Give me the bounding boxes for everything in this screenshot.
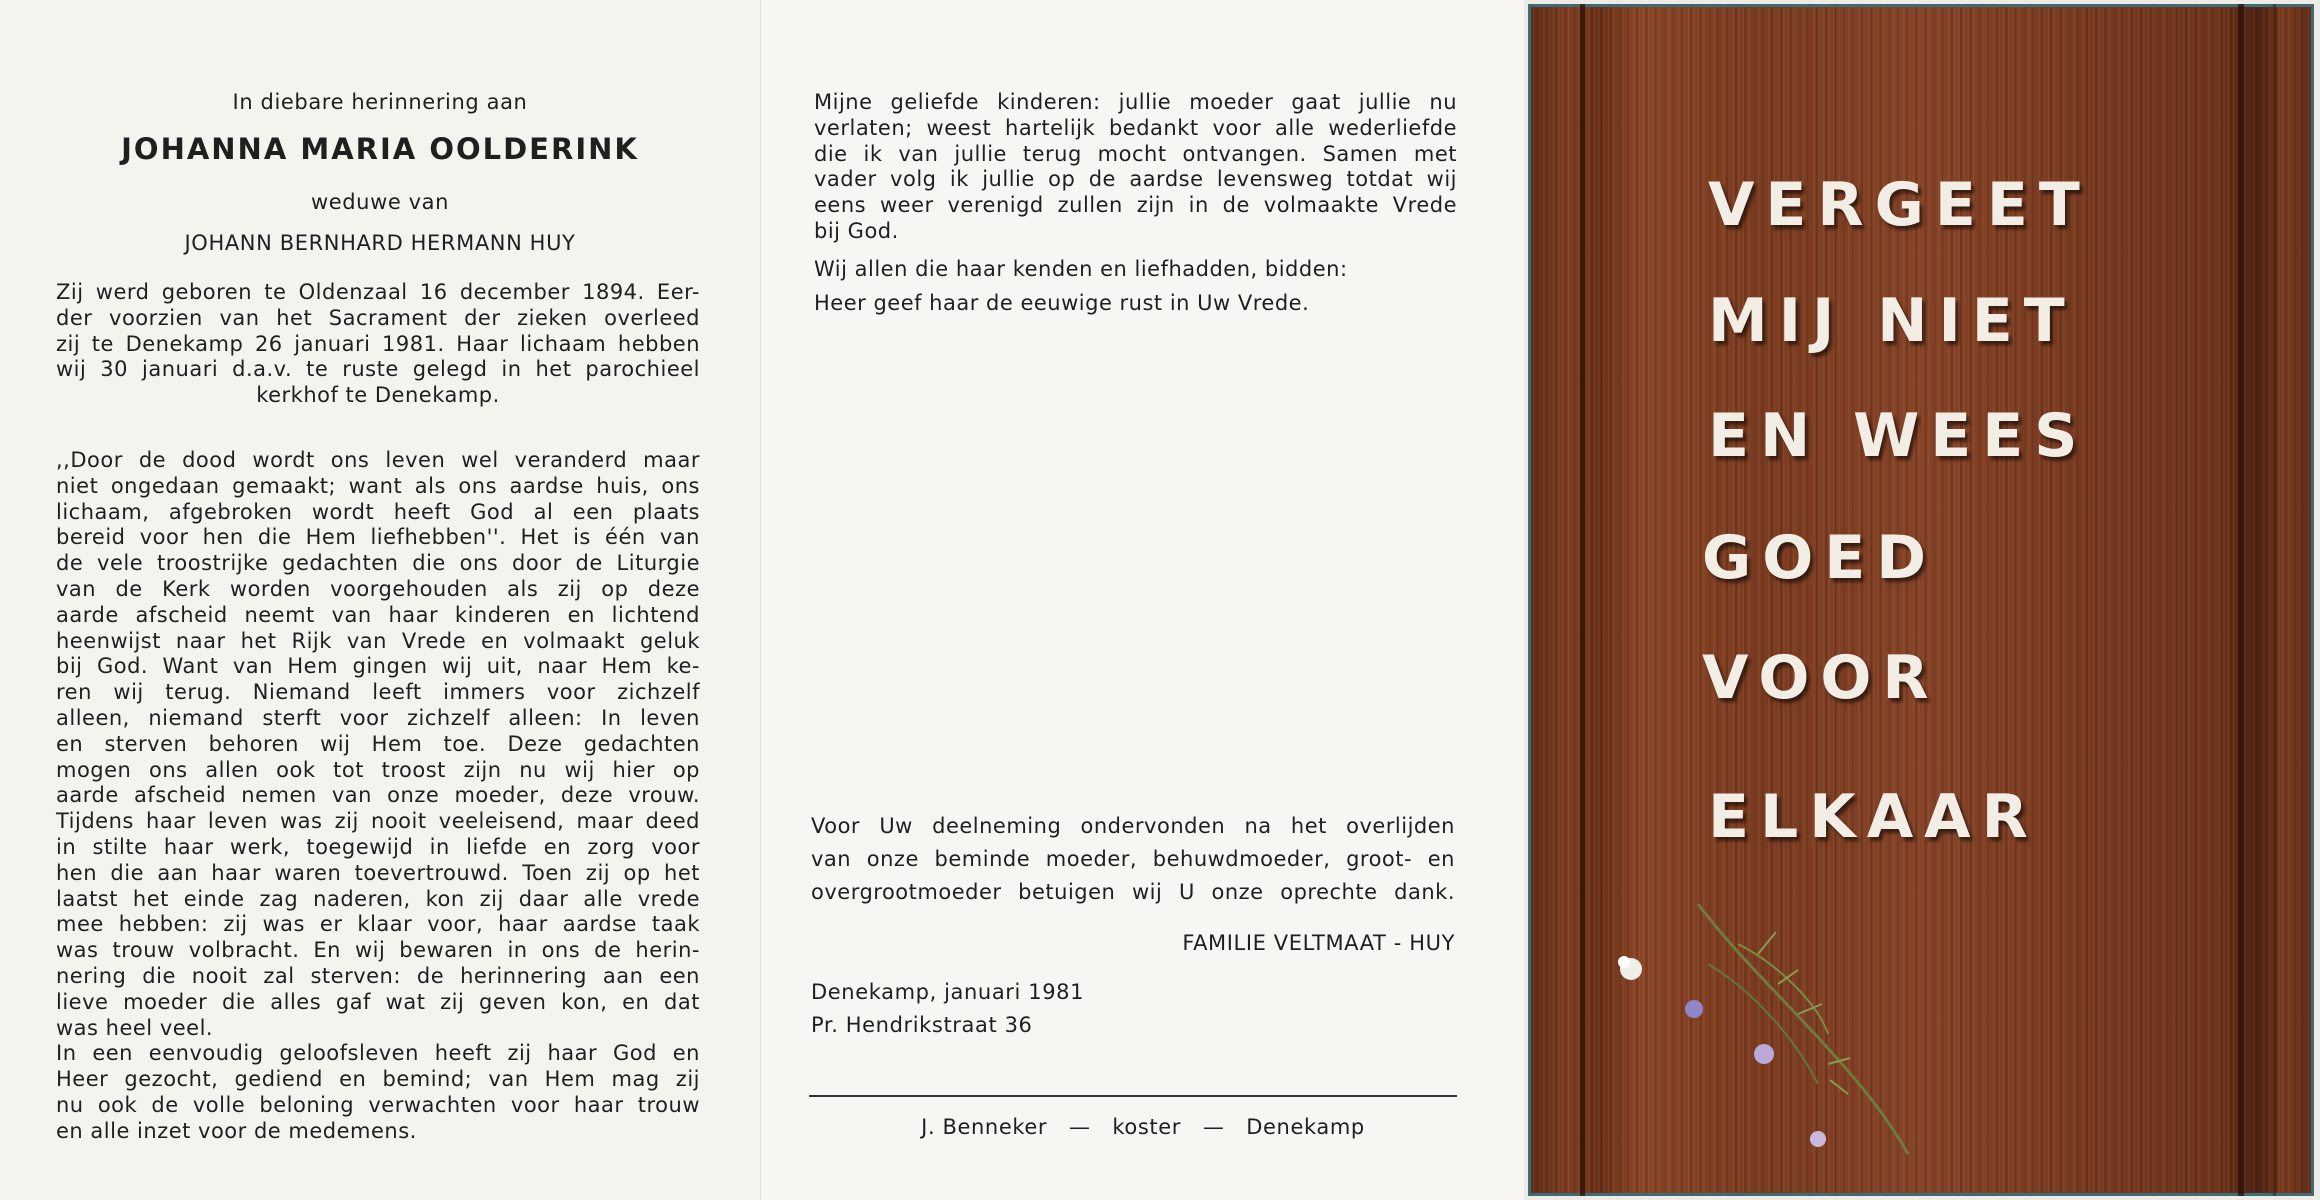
quote-line: en alle inzet voor de medemens.: [56, 1118, 417, 1143]
quote-line: ren wij terug. Niemand leeft immers voor zichzelf: [56, 680, 700, 705]
wood-text-line: EN WEES: [1708, 401, 2089, 471]
intro-text: In diebare herinnering aan: [232, 90, 528, 114]
quote-line: Tijdens haar leven was zij nooit veeleisend, maar deed: [56, 809, 700, 834]
quote-line: mee hebben: zij was er klaar voor, haar aardse taak: [56, 912, 700, 937]
thanks-line: overgrootmoeder betuigen wij U onze oprechte dank.: [811, 880, 1455, 904]
bio-line: Zij werd geboren te Oldenzaal 16 december 1894. Eer-: [56, 280, 700, 304]
quote-line: mogen ons allen ook tot troost zijn nu wij hier op: [56, 757, 700, 782]
quote-line: aarde afscheid neemt van haar kinderen en lichtend: [56, 602, 700, 627]
wood-text-line: GOED: [1702, 523, 1938, 593]
wood-text-line: VOOR: [1702, 643, 1940, 713]
bio-line: zij te Denekamp 26 januari 1981. Haar lichaam hebben: [56, 331, 700, 356]
deceased-name: JOHANNA MARIA OOLDERINK: [121, 132, 639, 166]
reflection-paragraph: [56, 448, 700, 1145]
thanks-line: van onze beminde moeder, behuwdmoeder, groot- en: [811, 847, 1455, 871]
printer-role: koster: [1112, 1115, 1181, 1139]
wood-text-line: MIJ NIET: [1708, 286, 2076, 356]
quote-line: bereid voor hen die Hem liefhebben''. Het is één van: [56, 525, 700, 550]
prayer-line: Wij allen die haar kenden en liefhadden, bidden:: [814, 257, 1348, 281]
family-signature: FAMILIE VELTMAAT - HUY: [1182, 931, 1455, 955]
thanks-paragraph: [811, 810, 1455, 909]
quote-line: nering die nooit zal sterven: de herinnering aan een: [56, 963, 700, 988]
printer-dash: —: [1068, 1115, 1091, 1139]
wood-image: [1528, 4, 2314, 1196]
quote-line: en sterven behoren wij Hem toe. Deze gedachten: [56, 731, 700, 756]
place-date: Denekamp, januari 1981: [811, 980, 1085, 1004]
printer-line: [761, 1114, 1525, 1140]
prayer-line: Heer geef haar de eeuwige rust in Uw Vrede.: [814, 290, 1310, 315]
quote-line: aarde afscheid nemen van onze moeder, deze vrouw.: [56, 783, 700, 808]
printer-dash: —: [1202, 1115, 1225, 1139]
bio-line: wij 30 januari d.a.v. te ruste gelegd in het parochieel: [56, 357, 700, 382]
quote-line: de vele troostrijke gedachten die ons door de Liturgie: [56, 551, 700, 576]
message-line: Mijne geliefde kinderen: jullie moeder gaat jullie nu: [814, 90, 1457, 114]
quote-line: In een eenvoudig geloofsleven heeft zij haar God en: [56, 1041, 700, 1066]
wood-text-line: VERGEET: [1708, 170, 2091, 240]
farewell-message: [814, 90, 1457, 245]
printer-city: Denekamp: [1246, 1115, 1365, 1139]
printer-name: J. Benneker: [921, 1115, 1048, 1139]
quote-line: alleen, niemand sterft voor zichzelf alleen: In leven: [56, 705, 700, 730]
quote-line: lieve moeder die alles gaf wat zij geven kon, en dat: [56, 989, 700, 1014]
address: Pr. Hendrikstraat 36: [811, 1013, 1033, 1037]
message-line: vader volg ik jullie op de aardse levensweg totdat wij: [814, 167, 1457, 192]
quote-line: lichaam, afgebroken wordt heeft God al een plaats: [56, 499, 700, 524]
middle-panel: [760, 0, 1524, 1200]
quote-line: in stilte haar werk, toegewijd in liefde en zorg voor: [56, 834, 700, 859]
quote-line: Heer gezocht, gediend en bemind; van Hem mag zij: [56, 1067, 700, 1092]
message-line: die ik van jullie terug mocht ontvangen. Samen met: [814, 141, 1457, 166]
prayer-text: [814, 257, 1457, 317]
quote-line: bij God. Want van Hem gingen wij uit, naar Hem ke-: [56, 654, 700, 679]
wood-text-line: ELKAAR: [1708, 782, 2039, 852]
biography-paragraph: [56, 280, 700, 409]
husband-name: JOHANN BERNHARD HERMANN HUY: [184, 231, 576, 255]
quote-line: nu ook de volle beloning verwachten voor haar trouw: [56, 1092, 700, 1117]
quote-line: hen die aan haar waren toevertrouwd. Toen zij op het: [56, 860, 700, 885]
left-panel: [0, 0, 760, 1200]
quote-line: laatst het einde zag naderen, kon zij daar alle vrede: [56, 886, 700, 911]
message-line: eens weer verenigd zullen zijn in de volmaakte Vrede: [814, 193, 1457, 218]
flower-sprig-icon: [1528, 4, 2314, 1196]
quote-line: ,,Door de dood wordt ons leven wel veranderd maar: [56, 448, 700, 472]
thanks-line: Voor Uw deelneming ondervonden na het overlijden: [811, 814, 1455, 838]
bio-line: der voorzien van het Sacrament der zieken overleed: [56, 305, 700, 330]
message-line: verlaten; weest hartelijk bedankt voor alle wederliefde: [814, 115, 1457, 140]
quote-line: niet ongedaan gemaakt; want als ons aardse huis, ons: [56, 473, 700, 498]
divider-line: [809, 1095, 1457, 1097]
quote-line: heenwijst naar het Rijk van Vrede en volmaakt geluk: [56, 628, 700, 653]
quote-line: was trouw volbracht. En wij bewaren in ons de herin-: [56, 938, 700, 963]
widow-of-text: weduwe van: [310, 190, 450, 214]
message-line: bij God.: [814, 218, 899, 243]
quote-line: van de Kerk worden voorgehouden als zij op deze: [56, 576, 700, 601]
bio-line: kerkhof te Denekamp.: [256, 383, 500, 408]
quote-line: was heel veel.: [56, 1015, 214, 1040]
